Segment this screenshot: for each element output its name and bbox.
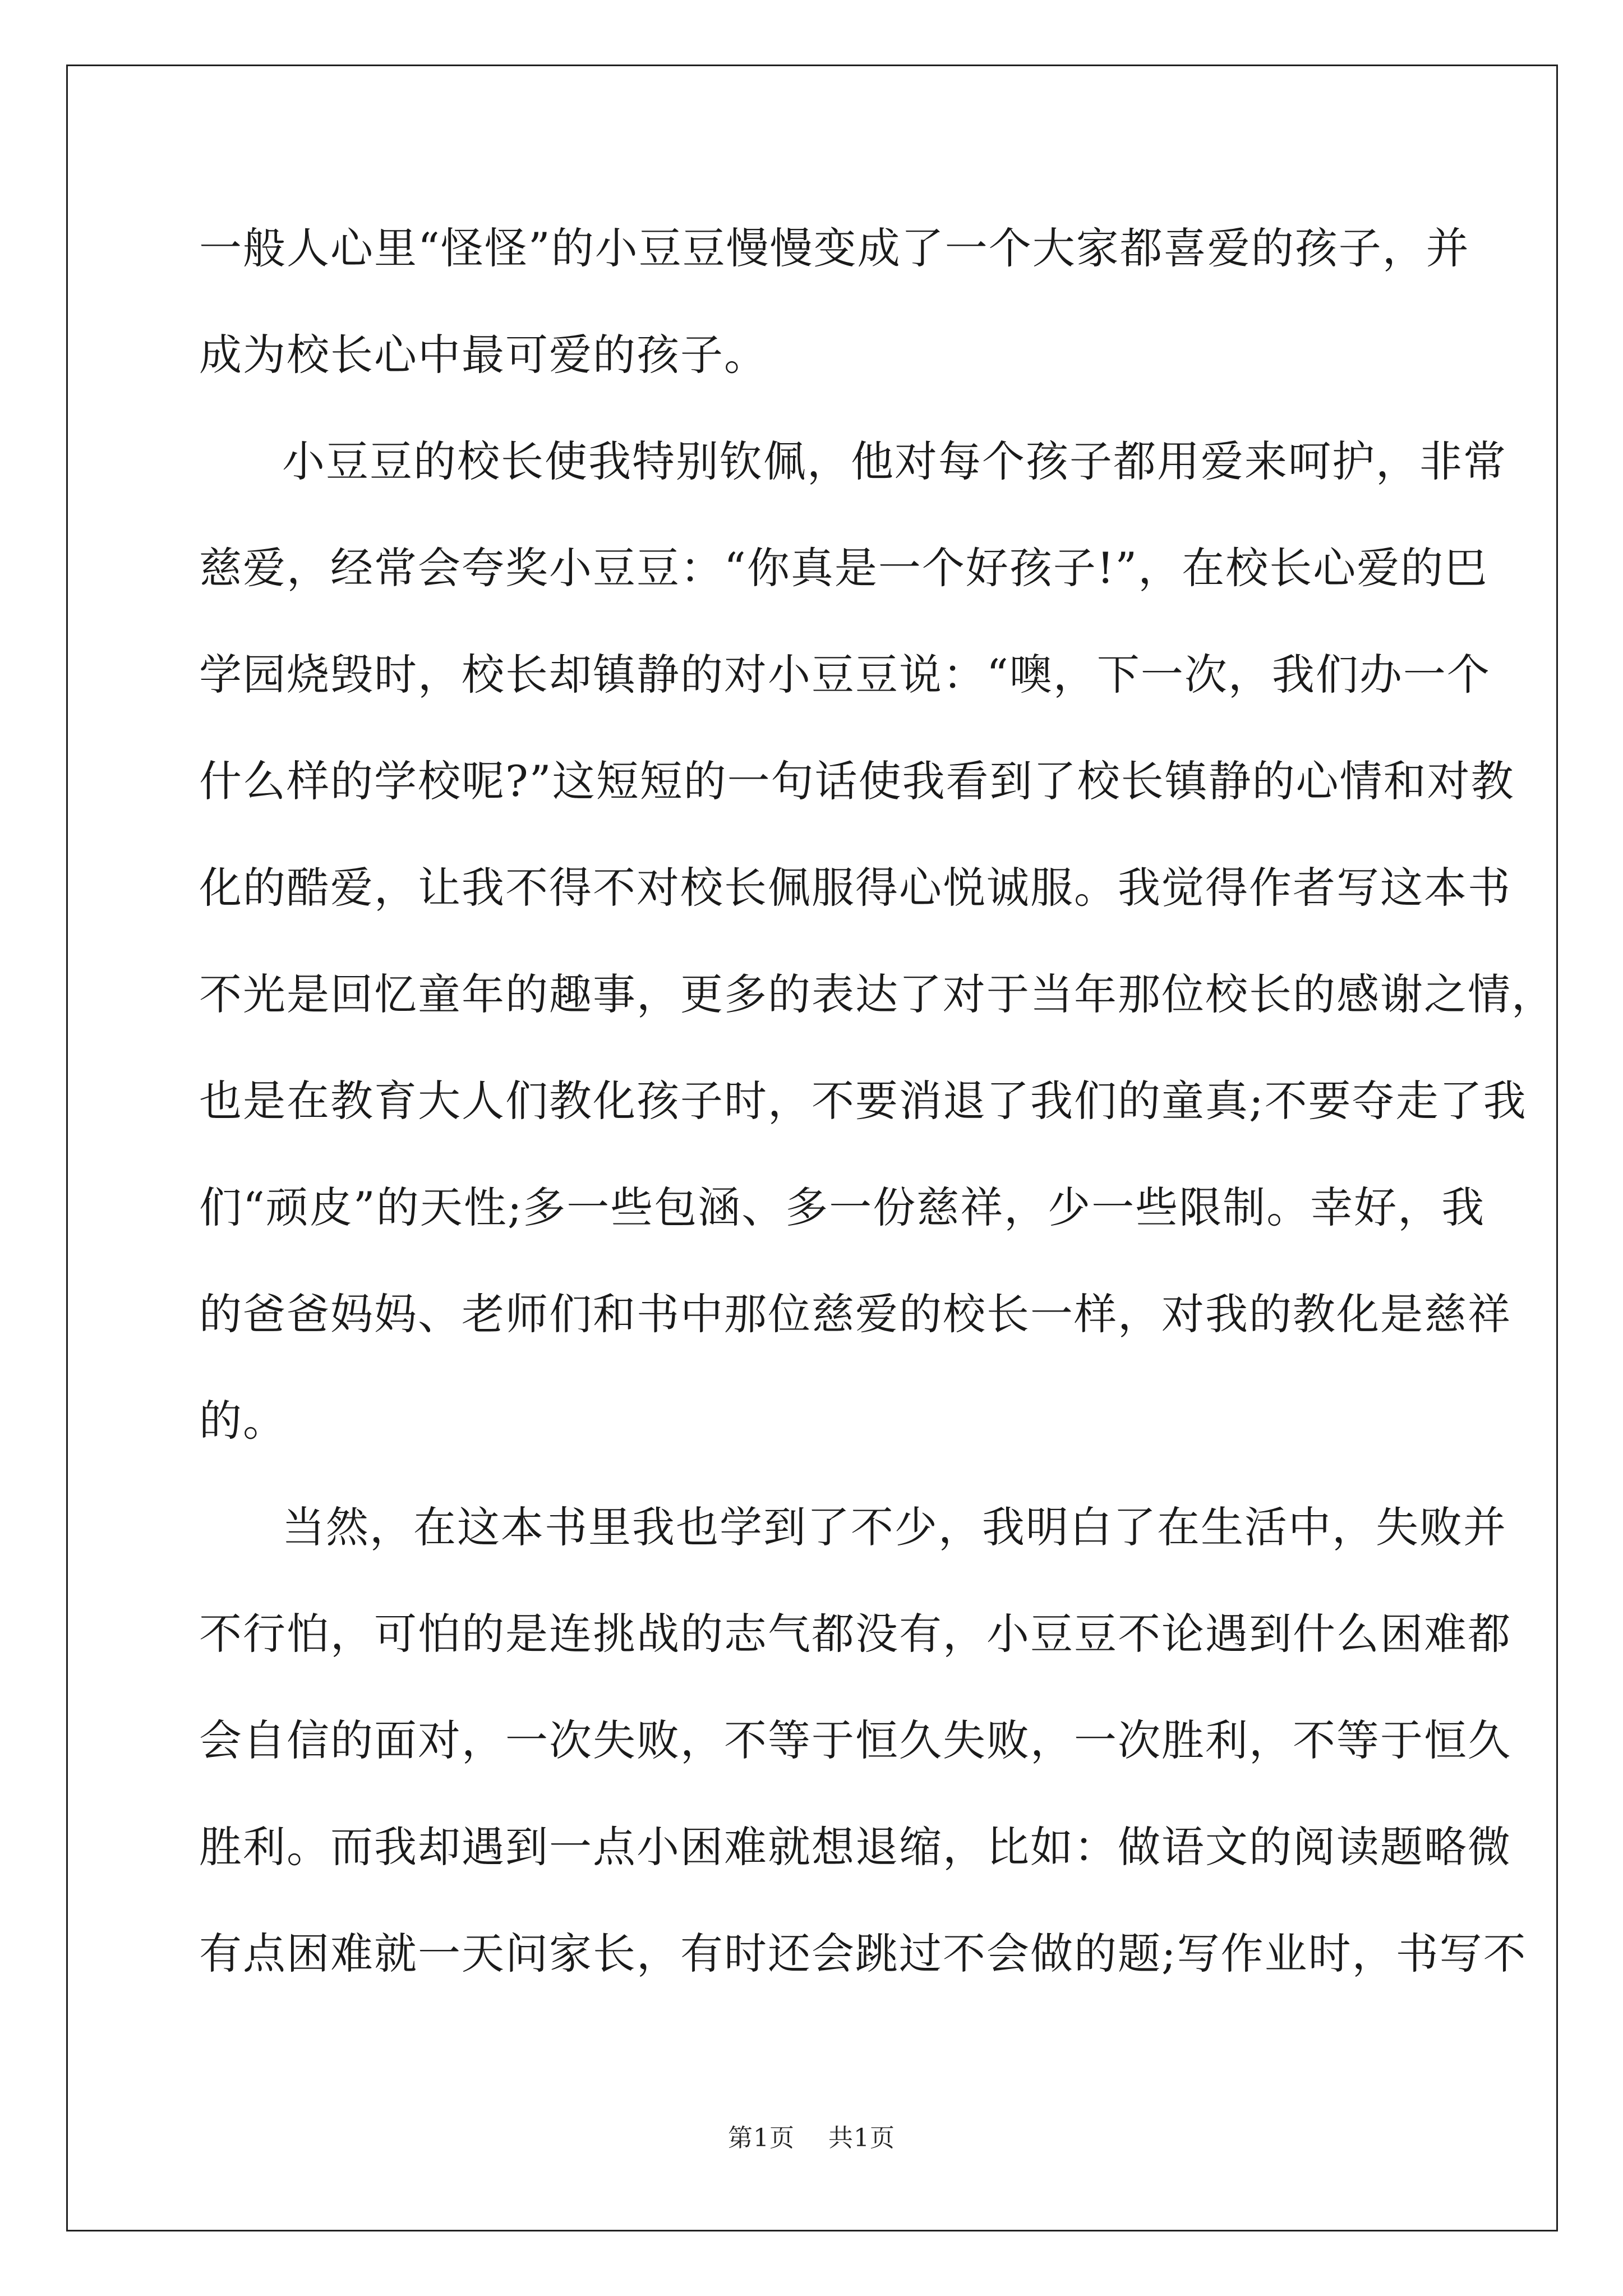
text-line: 慈爱，经常会夸奖小豆豆：“你真是一个好孩子!”，在校长心爱的巴 <box>199 543 1488 593</box>
text-line-indented: 小豆豆的校长使我特别钦佩，他对每个孩子都用爱来呵护，非常 <box>282 436 1507 486</box>
text-line: 不行怕，可怕的是连挑战的志气都没有，小豆豆不论遇到什么困难都 <box>199 1609 1511 1659</box>
page-footer <box>0 2118 1623 2154</box>
text-line: 学园烧毁时，校长却镇静的对小豆豆说：“噢，下一次，我们办一个 <box>199 650 1491 700</box>
page-number: 第1页 <box>728 2124 795 2152</box>
text-line: 化的酷爱，让我不得不对校长佩服得心悦诚服。我觉得作者写这本书 <box>199 863 1511 913</box>
text-line: 也是在教育大人们教化孩子时，不要消退了我们的童真;不要夺走了我 <box>199 1076 1527 1126</box>
text-line: 有点困难就一天问家长，有时还会跳过不会做的题;写作业时，书写不 <box>199 1929 1527 1978</box>
text-line: 一般人心里“怪怪”的小豆豆慢慢变成了一个大家都喜爱的孩子，并 <box>199 223 1470 273</box>
text-line: 什么样的学校呢?”这短短的一句话使我看到了校长镇静的心情和对教 <box>199 756 1515 806</box>
page-total: 共1页 <box>828 2124 895 2152</box>
document-body <box>199 195 1555 2007</box>
text-line: 胜利。而我却遇到一点小困难就想退缩，比如：做语文的阅读题略微 <box>199 1822 1511 1872</box>
text-line: 的爸爸妈妈、老师们和书中那位慈爱的校长一样，对我的教化是慈祥 <box>199 1289 1511 1339</box>
text-line-indented: 当然，在这本书里我也学到了不少，我明白了在生活中，失败并 <box>282 1502 1507 1552</box>
text-line: 们“顽皮”的天性;多一些包涵、多一份慈祥，少一些限制。幸好，我 <box>199 1182 1486 1232</box>
text-line: 不光是回忆童年的趣事，更多的表达了对于当年那位校长的感谢之情， <box>199 969 1555 1019</box>
text-line: 的。 <box>199 1396 287 1446</box>
text-line: 成为校长心中最可爱的孩子。 <box>199 330 768 380</box>
text-line: 会自信的面对，一次失败，不等于恒久失败，一次胜利，不等于恒久 <box>199 1715 1511 1765</box>
